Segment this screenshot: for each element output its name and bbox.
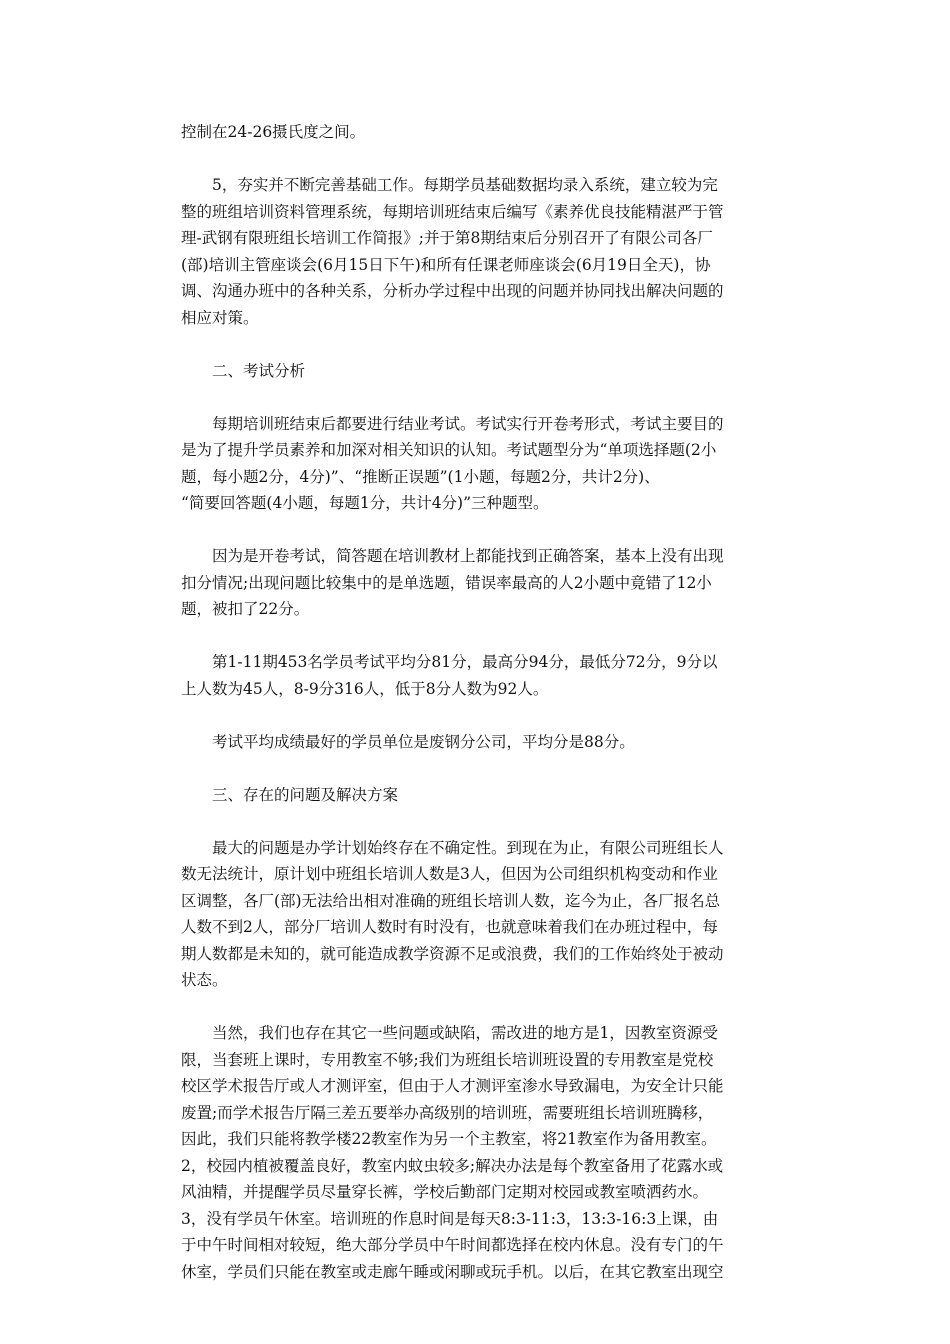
text-line: 限，当套班上课时，专用教室不够;我们为班组长培训班设置的专用教室是党校 bbox=[181, 1050, 714, 1069]
paragraph-gap bbox=[181, 146, 781, 173]
paragraph-p6 bbox=[181, 729, 781, 756]
text-line: 数无法统计，原计划中班组长培训人数是3人，但因为公司组织机构变动和作业 bbox=[181, 865, 718, 883]
text-line: 3，没有学员午休室。培训班的作息时间是每天8:3-11:3，13:3-16:3上课，由 bbox=[181, 1209, 719, 1228]
text-line: 题，被扣了22分。 bbox=[181, 600, 310, 618]
text-line: 最大的问题是办学计划始终存在不确定性。到现在为止，有限公司班组长人 bbox=[212, 838, 724, 857]
text-line: 上人数为45人，8-9分316人，低于8分人数为92人。 bbox=[181, 679, 549, 698]
text-line: 因为是开卷考试，简答题在培训教材上都能找到正确答案，基本上没有出现 bbox=[212, 547, 724, 565]
text-line: 二、考试分析 bbox=[212, 361, 306, 380]
text-line: 5，夯实并不断完善基础工作。每期学员基础数据均录入系统，建立较为完 bbox=[212, 176, 718, 194]
text-line: 当然，我们也存在其它一些问题或缺陷，需改进的地方是1，因教室资源受 bbox=[212, 1024, 718, 1042]
text-line: 期人数都是未知的，就可能造成教学资源不足或浪费，我们的工作始终处于被动 bbox=[181, 944, 724, 963]
paragraph-gap bbox=[181, 755, 781, 782]
text-line: 相应对策。 bbox=[181, 308, 259, 327]
text-line: 扣分情况;出现问题比较集中的是单选题，错误率最高的人2小题中竟错了12小 bbox=[181, 573, 712, 592]
text-line: 控制在24-26摄氏度之间。 bbox=[181, 123, 366, 141]
paragraph-gap bbox=[181, 808, 781, 835]
text-line: 调、沟通办班中的各种关系，分析办学过程中出现的问题并协同找出解决问题的 bbox=[181, 282, 724, 300]
paragraph-p9 bbox=[181, 1020, 781, 1285]
paragraph-gap bbox=[181, 623, 781, 650]
paragraph-p0 bbox=[181, 119, 781, 146]
text-line: 每期培训班结束后都要进行结业考试。考试实行开卷考形式，考试主要目的 bbox=[212, 414, 724, 433]
paragraph-p3 bbox=[181, 411, 781, 517]
paragraph-gap bbox=[181, 331, 781, 358]
paragraph-p4 bbox=[181, 543, 781, 623]
text-line: 三、存在的问题及解决方案 bbox=[212, 785, 399, 804]
text-line: 区调整，各厂(部)无法给出相对准确的班组长培训人数，迄今为止，各厂报名总 bbox=[181, 891, 721, 910]
paragraph-p5 bbox=[181, 649, 781, 702]
text-line: 考试平均成绩最好的学员单位是废钢分公司，平均分是88分。 bbox=[212, 732, 635, 751]
paragraph-p1 bbox=[181, 172, 781, 331]
text-line: 整的班组培训资料管理系统，每期培训班结束后编写《素养优良技能精湛严于管 bbox=[181, 202, 724, 221]
text-line: 人数不到2人，部分厂培训人数时有时没有，也就意味着我们在办班过程中，每 bbox=[181, 918, 718, 936]
paragraph-p7 bbox=[181, 782, 781, 809]
text-line: 于中午时间相对较短，绝大部分学员中午时间都选择在校内休息。没有专门的午 bbox=[181, 1236, 724, 1254]
text-line: 校区学术报告厅或人才测评室，但由于人才测评室渗水导致漏电，为安全计只能 bbox=[181, 1077, 724, 1095]
text-line: (部)培训主管座谈会(6月15日下午)和所有任课老师座谈会(6月19日全天)，协 bbox=[181, 255, 711, 274]
paragraph-gap bbox=[181, 702, 781, 729]
paragraph-gap bbox=[181, 384, 781, 411]
text-line: 2，校园内植被覆盖良好，教室内蚊虫较多;解决办法是每个教室备用了花露水或 bbox=[181, 1156, 724, 1175]
text-line: 第1-11期453名学员考试平均分81分，最高分94分，最低分72分，9分以 bbox=[212, 653, 718, 671]
paragraph-gap bbox=[181, 994, 781, 1021]
text-line: 题，每小题2分，4分)”、“推断正误题”(1小题，每题2分，共计2分)、 bbox=[181, 467, 660, 486]
text-line: 理-武钢有限班组长培训工作简报》;并于第8期结束后分别召开了有限公司各厂 bbox=[181, 229, 713, 247]
text-line: 状态。 bbox=[181, 971, 228, 989]
document-page bbox=[181, 119, 781, 1285]
paragraph-gap bbox=[181, 517, 781, 544]
text-line: 风油精，并提醒学员尽量穿长裤，学校后勤部门定期对校园或教室喷洒药水。 bbox=[181, 1183, 709, 1201]
paragraph-p2 bbox=[181, 358, 781, 385]
text-line: 因此，我们只能将教学楼22教室作为另一个主教室，将21教室作为备用教室。 bbox=[181, 1130, 717, 1148]
paragraph-p8 bbox=[181, 835, 781, 994]
text-line: 休室，学员们只能在教室或走廊午睡或闲聊或玩手机。以后，在其它教室出现空 bbox=[181, 1262, 724, 1281]
text-line: 是为了提升学员素养和加深对相关知识的认知。考试题型分为“单项选择题(2小 bbox=[181, 441, 717, 459]
text-line: 废置;而学术报告厅隔三差五要举办高级别的培训班，需要班组长培训班腾移， bbox=[181, 1103, 714, 1122]
text-line: “简要回答题(4小题，每题1分，共计4分)”三种题型。 bbox=[181, 494, 549, 512]
